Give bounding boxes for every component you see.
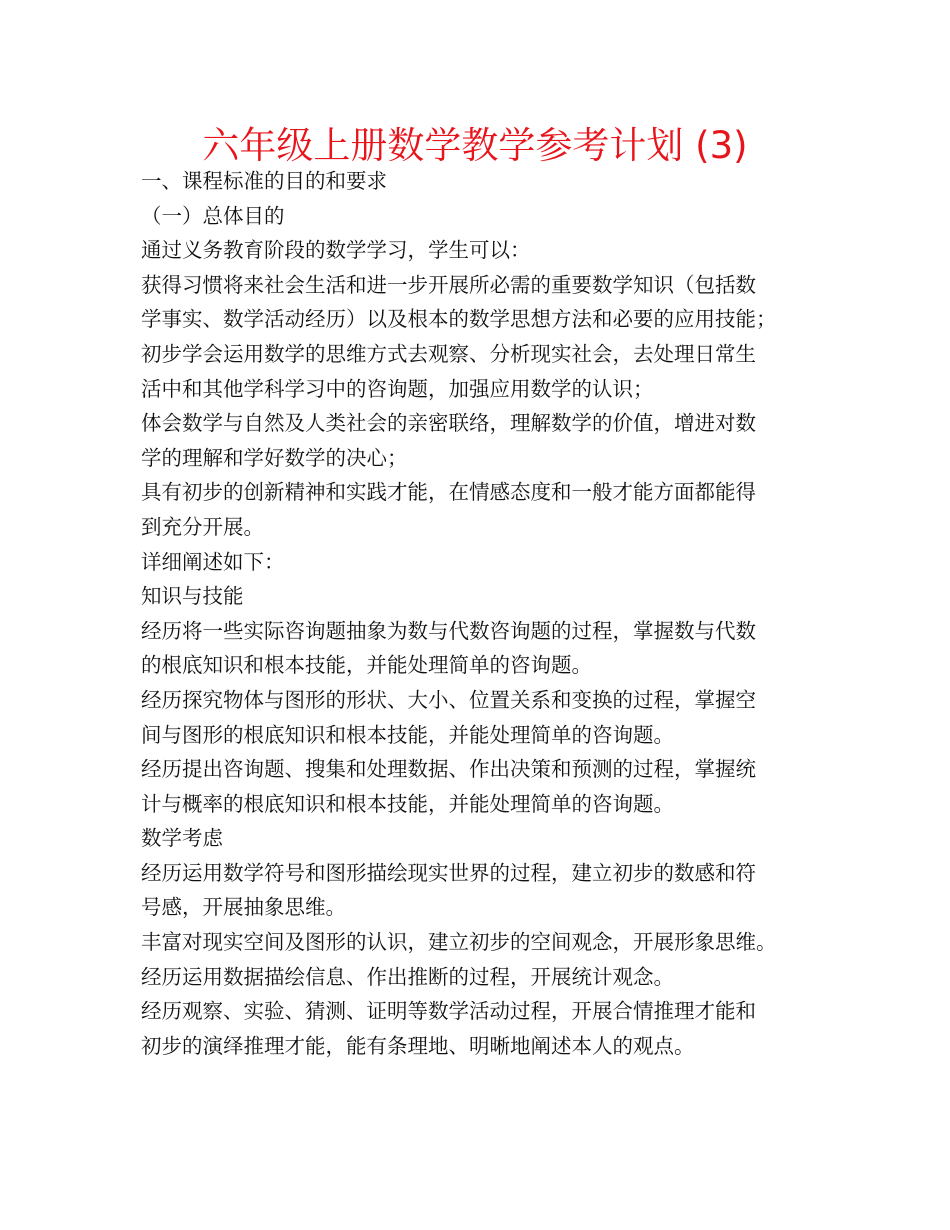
paragraph-line: 号感，开展抽象思维。 [141,895,346,920]
paragraph-line: 通过义务教育阶段的数学学习，学生可以： [141,238,531,263]
paragraph-line: 计与概率的根底知识和根本技能，并能处理简单的咨询题。 [141,791,674,816]
paragraph-line: 经历探究物体与图形的形状、大小、位置关系和变换的过程，掌握空 [141,687,756,712]
paragraph-line: 学的理解和学好数学的决心； [141,445,408,470]
subsection-heading: 知识与技能 [141,584,244,609]
paragraph-line: 活中和其他学科学习中的咨询题，加强应用数学的认识； [141,376,654,401]
document-body [141,164,821,1063]
subsection-heading: 数学考虑 [141,826,223,851]
paragraph-line: 经历运用数据描绘信息、作出推断的过程，开展统计观念。 [141,964,674,989]
subsection-heading: （一）总体目的 [141,203,285,228]
paragraph-line: 经历观察、实验、猜测、证明等数学活动过程，开展合情推理才能和 [141,999,756,1024]
document-title: 六年级上册数学教学参考计划 (3) [202,124,748,167]
section-heading: 一、课程标准的目的和要求 [141,169,387,193]
paragraph-line: 学事实、数学活动经历）以及根本的数学思想方法和必要的应用技能； [141,307,777,332]
paragraph-line: 初步学会运用数学的思维方式去观察、分析现实社会，去处理日常生 [141,341,756,366]
paragraph-line: 的根底知识和根本技能，并能处理简单的咨询题。 [141,653,592,678]
paragraph-line: 经历将一些实际咨询题抽象为数与代数咨询题的过程，掌握数与代数 [141,618,756,643]
paragraph-line: 间与图形的根底知识和根本技能，并能处理简单的咨询题。 [141,722,674,747]
paragraph-line: 经历运用数学符号和图形描绘现实世界的过程，建立初步的数感和符 [141,860,756,885]
paragraph-line: 丰富对现实空间及图形的认识，建立初步的空间观念，开展形象思维。 [141,930,777,955]
paragraph-line: 经历提出咨询题、搜集和处理数据、作出决策和预测的过程，掌握统 [141,757,756,782]
paragraph-line: 获得习惯将来社会生活和进一步开展所必需的重要数学知识（包括数 [141,272,756,297]
paragraph-line: 初步的演绎推理才能，能有条理地、明晰地阐述本人的观点。 [141,1033,695,1058]
paragraph-line: 详细阐述如下： [141,549,285,574]
paragraph-line: 体会数学与自然及人类社会的亲密联络，理解数学的价值，增进对数 [141,411,756,436]
paragraph-line: 到充分开展。 [141,514,264,539]
paragraph-line: 具有初步的创新精神和实践才能，在情感态度和一般才能方面都能得 [141,480,756,505]
